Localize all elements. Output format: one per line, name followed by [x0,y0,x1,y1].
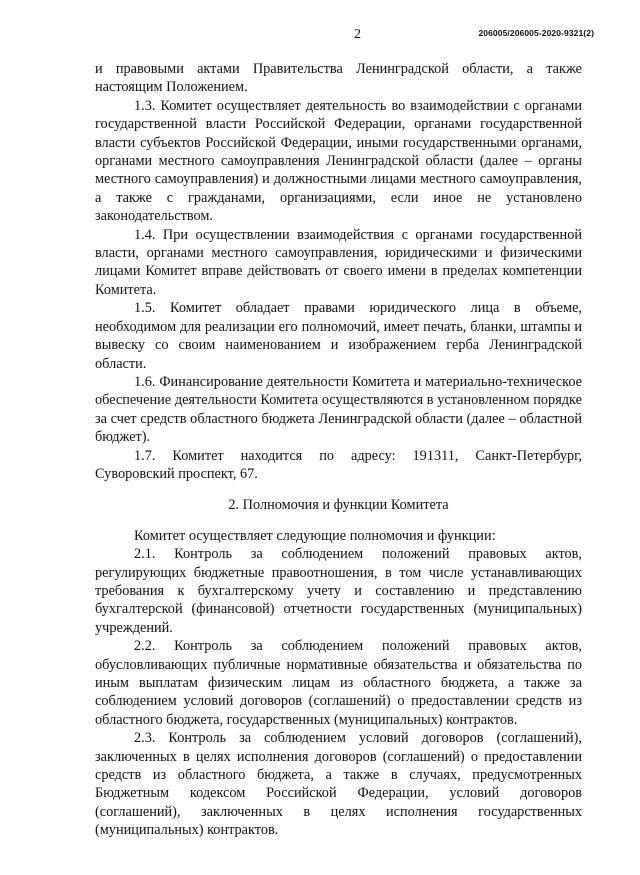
paragraph-2-1: 2.1. Контроль за соблюдением положений правовых актов, регулирующих бюджетные правоотношения, в том числе устанавливающих требования к бухгалтерскому учету и составлению и представлению бухгалтерской (финансовой) отчетности государственных (муниципальных) учреждений. [95,546,582,636]
document-body [95,60,582,840]
paragraph-1-6: 1.6. Финансирование деятельности Комитета и материально-техническое обеспечение деятельности Комитета осуществляются в установленном порядке за счет средств областного бюджета Ленинградской области (далее – областной бюджет). [95,373,582,446]
paragraph-intro: Комитет осуществляет следующие полномочия и функции: [134,527,496,544]
page-number: 2 [354,27,361,42]
paragraph-continuation: и правовыми актами Правительства Ленинградской области, а также настоящим Положением. [95,61,582,96]
document-code: 206005/206005-2020-9321(2) [478,28,594,38]
paragraph-2-2: 2.2. Контроль за соблюдением положений правовых актов, обусловливающих публичные нормативные обязательства и обязательства по иным выплатам физическим лицам из областного бюджета, а также за соблюдением условий договоров (соглашений) о предоставлении средств из областного бюджета, государственных (муниципальных) контрактов. [95,638,582,728]
paragraph-1-4: 1.4. При осуществлении взаимодействия с органами государственной власти, органами местного самоуправления, юридическими и физическими лицами Комитет вправе действовать от своего имени в пределах компетенции Комитета. [95,226,582,298]
paragraph-1-3: 1.3. Комитет осуществляет деятельность во взаимодействии с органами государственной власти Российской Федерации, органами государственной власти субъектов Российской Федерации, иными государственными органами, органами местного самоуправления Ленинградской области (далее – органы местного самоуправления) и должностными лицами местного самоуправления, а также с гражданами, организациями, если иное не установлено законодательством. [95,97,582,225]
paragraph-2-3: 2.3. Контроль за соблюдением условий договоров (соглашений), заключенных в целях исполнения договоров (соглашений) о предоставлении средств из областного бюджета, а также в случаях, предусмотренных Бюджетным кодексом Российской Федерации, условий договоров (соглашений), заключенных в целях исполнения государственных (муниципальных) контрактов. [95,730,582,839]
paragraph-1-7: 1.7. Комитет находится по адресу: 191311, Санкт-Петербург, Суворовский проспект, 67. [95,447,582,482]
section-2-heading: 2. Полномочия и функции Комитета [228,497,449,514]
paragraph-1-5: 1.5. Комитет обладает правами юридического лица в объеме, необходимом для реализации его полномочий, имеет печать, бланки, штампы и вывеску со своим наименованием и изображением герба Ленинградской области. [95,300,582,372]
